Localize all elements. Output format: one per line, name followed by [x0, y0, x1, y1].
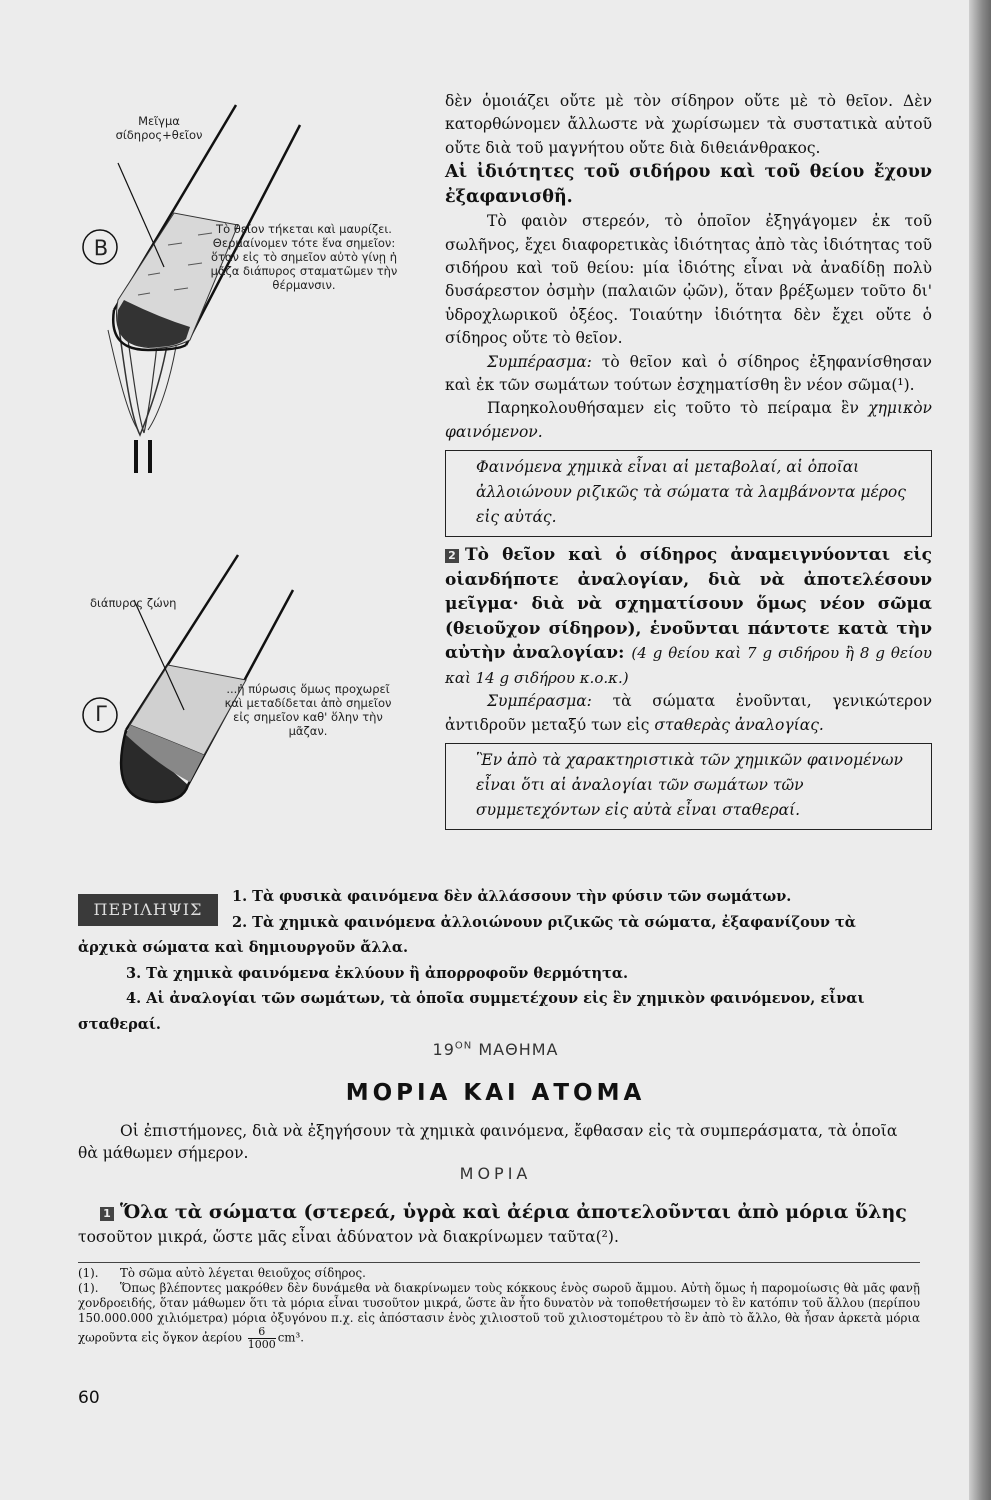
- lesson-title: ΜΟΡΙΑ ΚΑΙ ΑΤΟΜΑ: [345, 1080, 646, 1106]
- right-column: [445, 90, 932, 836]
- summary-list: [78, 884, 920, 1037]
- lesson-intro: Οἱ ἐπιστήμονες, διὰ νὰ ἐξηγήσουν τὰ χημικὰ φαινόμενα, ἔφθασαν εἰς τὰ συμπεράσματα, τὰ ὁποῖα θὰ μάθωμεν σήμερον.: [78, 1122, 898, 1162]
- summary-label: ΠΕΡΙΛΗΨΙΣ: [78, 894, 218, 926]
- paragraph-1: δὲν ὁμοιάζει οὔτε μὲ τὸν σίδηρον οὔτε μὲ τὸ θεῖον. Δὲν κατορθώνομεν ἄλλωστε νὰ χωρίσωμεν τὰ συστατικὰ αὐτοῦ οὔτε διὰ τοῦ μαγνήτου οὔτε διὰ διθειάνθρακος.: [445, 92, 932, 157]
- lesson-label: ΜΑΘΗΜΑ: [478, 1040, 559, 1059]
- figure-g-caption: ...ἡ πύρωσις ὅμως προχωρεῖ καὶ μεταδίδεται ἀπὸ σημεῖον εἰς σημεῖον καθ' ὅλην τὴν μᾶζαν.: [224, 682, 392, 738]
- section-1-rest: τοσοῦτον μικρά, ὥστε μᾶς εἶναι ἀδύνατον νὰ διακρίνωμεν ταῦτα(²).: [78, 1228, 619, 1246]
- figure-b-caption: Τὸ θεῖον τήκεται καὶ μαυρίζει. Θερμαίνομεν τότε ἕνα σημεῖον: ὅταν εἰς τὸ σημεῖον αὐτὸ γίνῃ ἡ μᾶζα διάπυρος σταματῶμεν τὴν θέρμανσιν.: [210, 222, 398, 292]
- lesson-number: [0, 1040, 991, 1059]
- page-number: 60: [78, 1388, 100, 1408]
- footnote-2: [78, 1281, 920, 1351]
- conclusion-1: [445, 351, 932, 398]
- fraction-denominator: 1000: [247, 1338, 276, 1351]
- summary-item-1: 1. Τὰ φυσικὰ φαινόμενα δὲν ἀλλάσσουν τὴν φύσιν τῶν σωμάτων.: [232, 888, 792, 905]
- conclusion-2: [445, 690, 932, 737]
- definition-box-chemical: Φαινόμενα χημικὰ εἶναι αἱ μεταβολαί, αἱ ὁποῖαι ἀλλοιώνουν ριζικῶς τὰ σώματα τὰ λαμβάνοντα μέρος εἰς αὐτάς.: [445, 450, 932, 537]
- section-1-statement: [78, 1198, 920, 1226]
- figure-b-mixture-label: Μεῖγμα σίδηρος+θεῖον: [115, 114, 203, 142]
- summary-item-3: 3. Τὰ χημικὰ φαινόμενα ἐκλύουν ἢ ἀπορροφοῦν θερμότητα.: [126, 964, 629, 982]
- paragraph-4: [445, 397, 932, 444]
- p4-text: Παρηκολουθήσαμεν εἰς τοῦτο τὸ πείραμα ἓν: [487, 399, 859, 418]
- summary-item-2: 2. Τὰ χημικὰ φαινόμενα ἀλλοιώνουν ριζικῶς τὰ σώματα, ἐξαφανίζουν τὰ ἀρχικὰ σώματα καὶ δημιουργοῦν ἄλλα.: [78, 913, 856, 956]
- footnote-1: [78, 1266, 920, 1281]
- footnote-2-text: Ὅπως βλέποντες μακρόθεν δὲν δυνάμεθα νὰ διακρίνωμεν τοὺς κόκκους ἑνὸς σωροῦ ἄμμου. Αὐτὴ ὅμως ἡ παρομοίωσις θὰ μᾶς φανῇ χονδροειδής, ὅταν μάθωμεν ὅτι τὰ μόρια εἶναι τυσοῦτον μικρά, ὥστε ἂν ἦτο δυνατὸν νὰ τοποθετήσωμεν τὸ ἓν κατόπιν τοῦ ἄλλου (περίπου 150.000.000 χιλιόμετρα) μόρια ὀξυγόνου π.χ. εἰς ἀπόστασιν ἑνὸς χιλιοστοῦ τοῦ χιλιοστομέτρου τὸ ἓν ἀπὸ τὸ ἄλλο, θὰ ἦσαν ἀρκετὰ μόρια χωροῦντα εἰς ὄγκον ἀερίου: [78, 1281, 920, 1345]
- lesson-number-value: 19: [432, 1040, 455, 1059]
- footnote-1-text: Τὸ σῶμα αὐτὸ λέγεται θειοῦχος σίδηρος.: [120, 1266, 366, 1280]
- section-2-ratios: (4 g θείου καὶ 7 g σιδήρου ἢ 8 g θείου καὶ 14 g σιδήρου κ.ο.κ.): [445, 644, 932, 687]
- summary-item-4: 4. Αἱ ἀναλογίαι τῶν σωμάτων, τὰ ὁποῖα συμμετέχουν εἰς ἓν χημικὸν φαινόμενον, εἶναι σταθεραί.: [78, 990, 865, 1033]
- lesson-number-sup: ΟΝ: [454, 1040, 473, 1052]
- test-tube-figure-b: [78, 95, 408, 490]
- conclusion-2-text: τὰ σώματα ἑνοῦνται, γενικώτερον ἀντιδροῦν μεταξύ των εἰς: [445, 692, 932, 734]
- conclusion-2-italic: σταθερὰς ἀναλογίας.: [654, 715, 824, 734]
- conclusion-text: τὸ θεῖον καὶ ὁ σίδηρος ἐξηφανίσθησαν καὶ ἐκ τῶν σωμάτων τούτων ἐσχηματίσθη ἓν νέον σῶμα(¹).: [445, 352, 932, 395]
- figure-b-letter: Β: [93, 236, 109, 260]
- paragraph-2: Τὸ φαιὸν στερεόν, τὸ ὁποῖον ἐξηγάγομεν ἐκ τοῦ σωλῆνος, ἔχει διαφορετικὰς ἰδιότητας ἀπὸ τὰς ἰδιότητας τοῦ σιδήρου καὶ τοῦ θείου: μία ἰδιότης εἶναι νὰ ἀναδίδῃ πολὺ δυσάρεστον ὀσμὴν (παλαιῶν ᾠῶν), ὅταν βρέξωμεν τοῦτο δι' ὑδροχλωρικοῦ ὀξέος. Τοιαύτην ἰδιότητα δὲν ἔχει οὔτε ὁ σίδηρος οὔτε τὸ θεῖον.: [445, 212, 932, 348]
- section-1-number: 1: [100, 1207, 114, 1221]
- page-edge: [969, 0, 991, 1500]
- section-1-bold: Ὅλα τὰ σώματα (στερεά, ὑγρὰ καὶ ἀέρια ἀποτελοῦνται ἀπὸ μόρια ὕλης: [120, 1201, 907, 1223]
- section-1: [78, 1198, 920, 1248]
- fraction: [248, 1326, 276, 1351]
- footnote-2-mark: (1).: [78, 1281, 99, 1295]
- section-2-bold: Τὸ θεῖον καὶ ὁ σίδηρος ἀναμειγνύονται εἰς οἱανδήποτε ἀναλογίαν, διὰ νὰ ἀποτελέσουν μεῖγμα· διὰ νὰ σχηματίσουν ὅμως νέον σῶμα (θειοῦχον σίδηρον), ἑνοῦνται πάντοτε κατὰ τὴν αὐτὴν ἀναλογίαν:: [445, 545, 932, 664]
- conclusion-2-label: Συμπέρασμα:: [487, 692, 592, 711]
- definition-box-constant-ratios: Ἓν ἀπὸ τὰ χαρακτηριστικὰ τῶν χημικῶν φαινομένων εἶναι ὅτι αἱ ἀναλογίαι τῶν σωμάτων τῶν συμμετεχόντων εἰς αὐτὰ εἶναι σταθεραί.: [445, 743, 932, 830]
- volume-unit: cm³.: [277, 1330, 304, 1345]
- footnotes: [78, 1266, 920, 1351]
- section-2: [445, 543, 932, 690]
- footnote-1-mark: (1).: [78, 1266, 99, 1280]
- conclusion-label: Συμπέρασμα:: [487, 352, 592, 371]
- section-subtitle: ΜΟΡΙΑ: [459, 1164, 532, 1183]
- fraction-numerator: 6: [248, 1326, 276, 1339]
- heading-properties-vanished: Αἱ ἰδιότητες τοῦ σιδήρου καὶ τοῦ θείου ἔχουν ἐξαφανισθῆ.: [445, 162, 932, 208]
- footnote-divider: [78, 1262, 920, 1263]
- figure-g-zone-label: διάπυρος ζώνη: [90, 596, 177, 610]
- section-2-number: 2: [445, 549, 459, 563]
- figure-g-letter: Γ: [95, 702, 107, 726]
- p4-italic: χημικὸν φαινόμενον.: [445, 399, 932, 441]
